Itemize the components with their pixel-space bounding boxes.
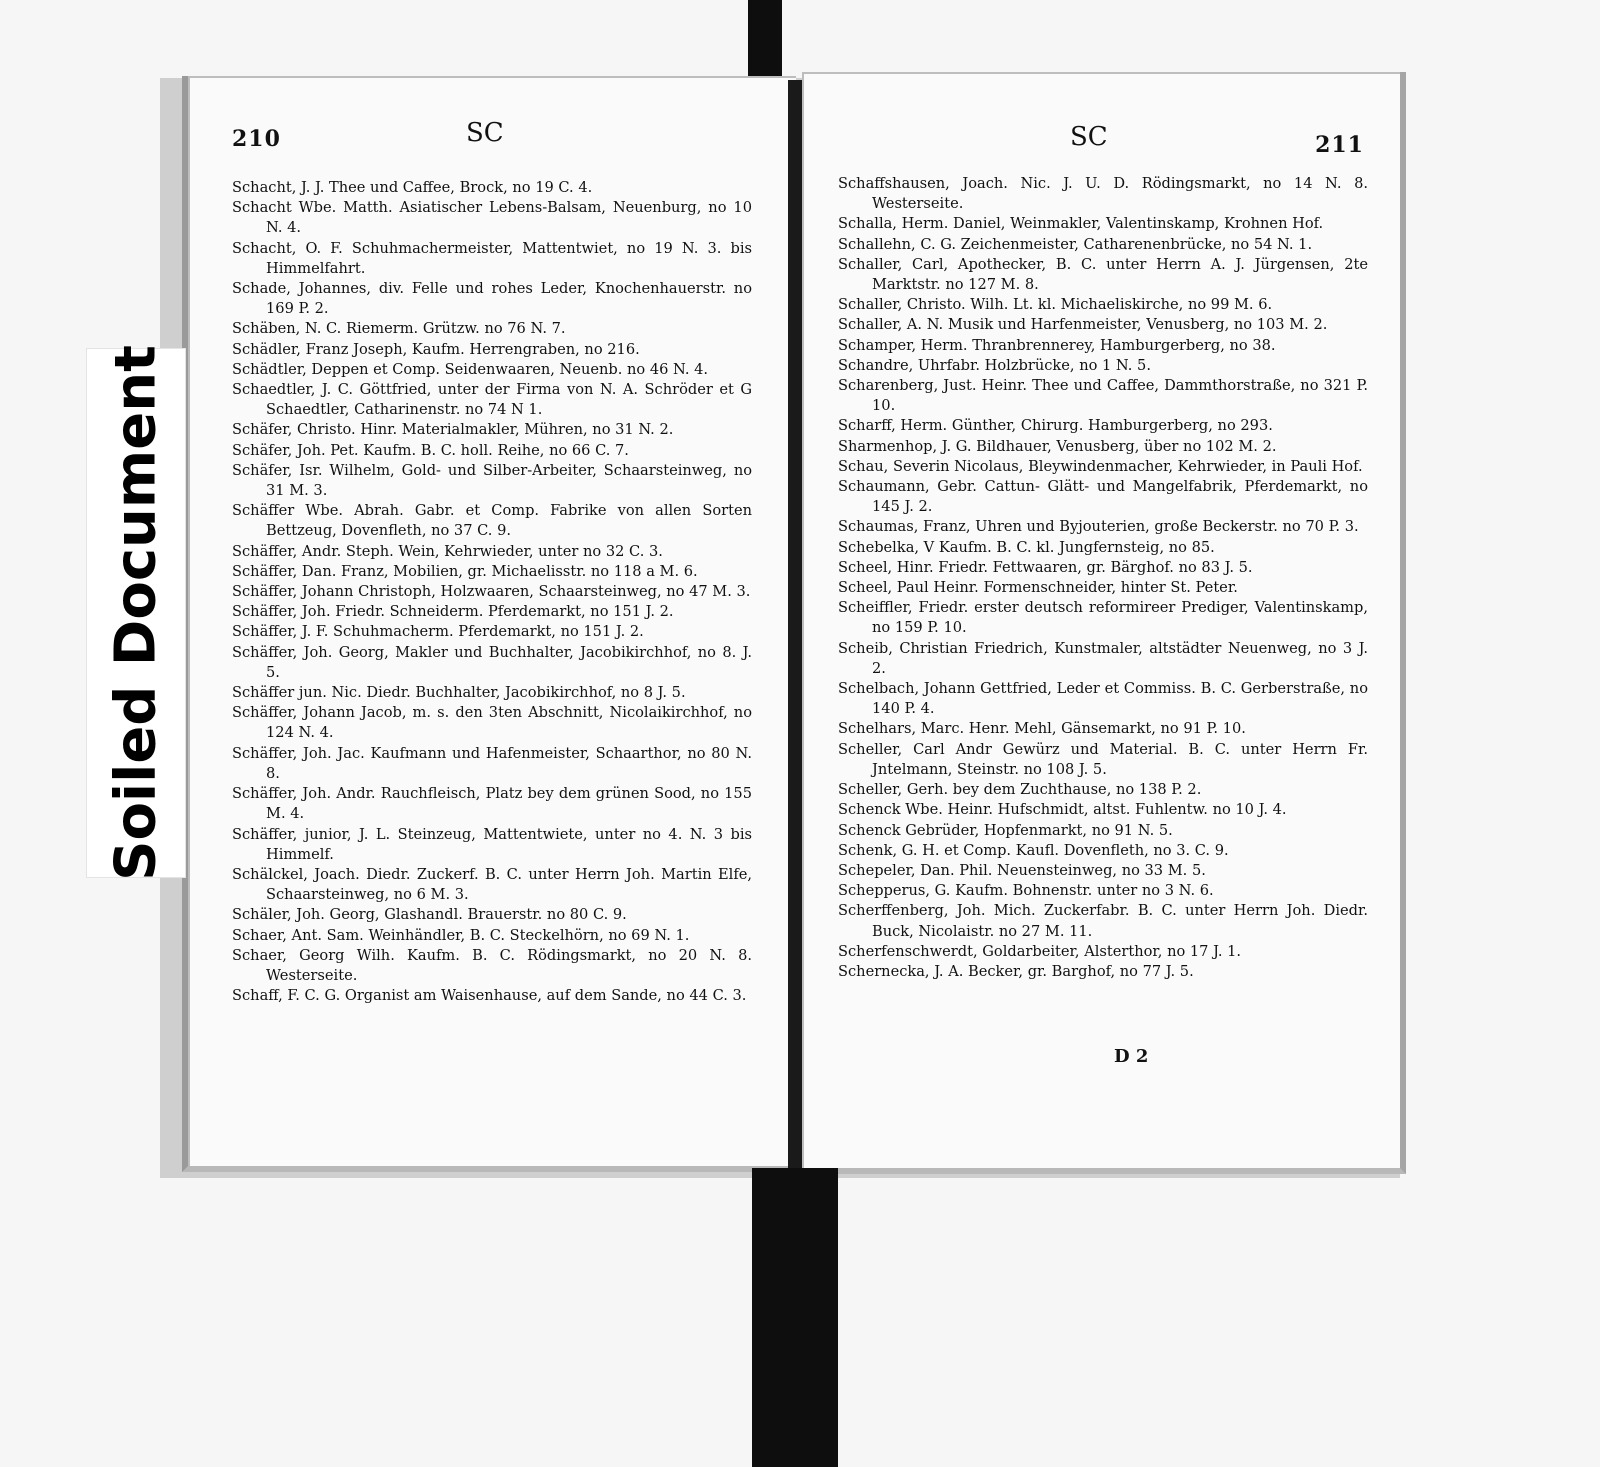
directory-entry: Schäffer, J. F. Schuhmacherm. Pferdemarkt, no 151 J. 2. [232, 623, 644, 641]
directory-entry: Schandre, Uhrfabr. Holzbrücke, no 1 N. 5. [838, 356, 1151, 374]
directory-entry: Schäffer jun. Nic. Diedr. Buchhalter, Jacobikirchhof, no 8 J. 5. [232, 684, 686, 702]
directory-entry: Schädtler, Deppen et Comp. Seidenwaaren, Neuenb. no 46 N. 4. [232, 360, 709, 378]
directory-entry: Schelbach, Johann Gettfried, Leder et Commiss. B. C. Gerberstraße, no 140 P. 4. [838, 680, 1368, 718]
directory-entry: Schepperus, G. Kaufm. Bohnenstr. unter no 3 N. 6. [838, 882, 1214, 900]
directory-entry: Schenck Gebrüder, Hopfenmarkt, no 91 N. 5. [838, 821, 1173, 839]
directory-entry: Scheib, Christian Friedrich, Kunstmaler, altstädter Neuenweg, no 3 J. 2. [838, 639, 1368, 677]
directory-entry: Schaff, F. C. G. Organist am Waisenhause, auf dem Sande, no 44 C. 3. [232, 987, 747, 1005]
directory-entry: Scharff, Herm. Günther, Chirurg. Hamburgerberg, no 293. [838, 417, 1273, 435]
directory-entry: Sharmenhop, J. G. Bildhauer, Venusberg, über no 102 M. 2. [838, 437, 1277, 455]
directory-entry: Schalla, Herm. Daniel, Weinmakler, Valentinskamp, Krohnen Hof. [838, 215, 1324, 233]
directory-entry: Schäffer, Joh. Georg, Makler und Buchhalter, Jacobikirchhof, no 8. J. 5. [232, 643, 752, 681]
directory-entry: Scheller, Gerh. bey dem Zuchthause, no 138 P. 2. [838, 781, 1202, 799]
left-page [182, 76, 796, 1172]
directory-entry: Schacht Wbe. Matth. Asiatischer Lebens-Balsam, Neuenburg, no 10 N. 4. [232, 199, 752, 237]
right-page [802, 72, 1406, 1174]
directory-entries-left [232, 178, 752, 1006]
directory-entry: Schälckel, Joach. Diedr. Zuckerf. B. C. unter Herrn Joh. Martin Elfe, Schaarsteinweg, no 6 M. 3. [232, 865, 752, 904]
page-number-right: 211 [1315, 132, 1364, 158]
running-head-left: SC [466, 118, 504, 148]
directory-entry: Schäffer, Johann Jacob, m. s. den 3ten Abschnitt, Nicolaikirchhof, no 124 N. 4. [232, 704, 752, 742]
directory-entry: Scheel, Hinr. Friedr. Fettwaaren, gr. Bärghof. no 83 J. 5. [838, 558, 1253, 576]
directory-entry: Schaffshausen, Joach. Nic. J. U. D. Rödingsmarkt, no 14 N. 8. Westerseite. [838, 175, 1368, 213]
directory-entry: Schelhars, Marc. Henr. Mehl, Gänsemarkt, no 91 P. 10. [838, 720, 1246, 738]
directory-entry: Schäffer, Dan. Franz, Mobilien, gr. Michaelisstr. no 118 a M. 6. [232, 562, 698, 580]
directory-entry: Schenk, G. H. et Comp. Kaufl. Dovenfleth, no 3. C. 9. [838, 841, 1229, 859]
directory-entry: Schäffer, Andr. Steph. Wein, Kehrwieder, unter no 32 C. 3. [232, 542, 663, 560]
directory-entry: Schepeler, Dan. Phil. Neuensteinweg, no 33 M. 5. [838, 861, 1206, 879]
directory-entry: Scharenberg, Just. Heinr. Thee und Caffee, Dammthorstraße, no 321 P. 10. [838, 377, 1368, 415]
directory-entry: Schaller, Christo. Wilh. Lt. kl. Michaeliskirche, no 99 M. 6. [838, 296, 1273, 314]
directory-entry: Schaedtler, J. C. Göttfried, unter der Firma von N. A. Schröder et G Schaedtler, Catharinenstr. no 74 N 1. [232, 381, 752, 419]
directory-entry: Schaumas, Franz, Uhren und Byjouterien, große Beckerstr. no 70 P. 3. [838, 518, 1359, 536]
directory-entries-right [838, 174, 1368, 982]
directory-entry: Schenck Wbe. Heinr. Hufschmidt, altst. Fuhlentw. no 10 J. 4. [838, 801, 1287, 819]
directory-entry: Schamper, Herm. Thranbrennerey, Hamburgerberg, no 38. [838, 336, 1276, 354]
directory-entry: Scheiffler, Friedr. erster deutsch reformireer Prediger, Valentinskamp, no 159 P. 10. [838, 599, 1368, 637]
directory-entry: Schade, Johannes, div. Felle und rohes Leder, Knochenhauerstr. no 169 P. 2. [232, 280, 752, 318]
directory-entry: Scheel, Paul Heinr. Formenschneider, hinter St. Peter. [838, 579, 1238, 597]
directory-entry: Schacht, J. J. Thee und Caffee, Brock, no 19 C. 4. [232, 179, 593, 196]
directory-entry: Schebelka, V Kaufm. B. C. kl. Jungfernsteig, no 85. [838, 538, 1215, 556]
bookmark-ribbon-bottom [752, 1168, 838, 1467]
directory-entry: Schädler, Franz Joseph, Kaufm. Herrengraben, no 216. [232, 340, 640, 358]
page-number-left: 210 [232, 126, 281, 152]
bookmark-ribbon-top [748, 0, 782, 82]
signature-mark: D 2 [1114, 1046, 1149, 1067]
directory-entry: Schaller, A. N. Musik und Harfenmeister, Venusberg, no 103 M. 2. [838, 316, 1328, 334]
directory-entry: Schäfer, Isr. Wilhelm, Gold- und Silber-Arbeiter, Schaarsteinweg, no 31 M. 3. [232, 461, 752, 500]
directory-entry: Schäben, N. C. Riemerm. Grützw. no 76 N. 7. [232, 320, 566, 338]
directory-entry: Schäffer, Johann Christoph, Holzwaaren, Schaarsteinweg, no 47 M. 3. [232, 583, 751, 601]
directory-entry: Schäfer, Christo. Hinr. Materialmakler, Mühren, no 31 N. 2. [232, 421, 674, 439]
directory-entry: Schäffer, junior, J. L. Steinzeug, Mattentwiete, unter no 4. N. 3 bis Himmelf. [232, 825, 752, 863]
directory-entry: Schacht, O. F. Schuhmachermeister, Mattentwiet, no 19 N. 3. bis Himmelfahrt. [232, 239, 752, 277]
running-head-right: SC [1070, 122, 1108, 152]
directory-entry: Schäffer, Joh. Andr. Rauchfleisch, Platz bey dem grünen Sood, no 155 M. 4. [232, 785, 752, 823]
directory-entry: Schäffer Wbe. Abrah. Gabr. et Comp. Fabrike von allen Sorten Bettzeug, Dovenfleth, no 37 C. 9. [232, 502, 752, 540]
directory-entry: Scherfenschwerdt, Goldarbeiter, Alsterthor, no 17 J. 1. [838, 942, 1242, 960]
directory-entry: Schäffer, Joh. Jac. Kaufmann und Hafenmeister, Schaarthor, no 80 N. 8. [232, 744, 752, 782]
directory-entry: Schaumann, Gebr. Cattun- Glätt- und Mangelfabrik, Pferdemarkt, no 145 J. 2. [838, 478, 1368, 516]
directory-entry: Schaller, Carl, Apothecker, B. C. unter Herrn A. J. Jürgensen, 2te Marktstr. no 127 M. 8. [838, 255, 1368, 294]
soiled-document-label [86, 345, 186, 881]
directory-entry: Schallehn, C. G. Zeichenmeister, Catharenenbrücke, no 54 N. 1. [838, 235, 1313, 253]
book-gutter [788, 80, 802, 1172]
directory-entry: Schaer, Ant. Sam. Weinhändler, B. C. Steckelhörn, no 69 N. 1. [232, 926, 690, 944]
directory-entry: Schaer, Georg Wilh. Kaufm. B. C. Rödingsmarkt, no 20 N. 8. Westerseite. [232, 946, 752, 984]
directory-entry: Schäffer, Joh. Friedr. Schneiderm. Pferdemarkt, no 151 J. 2. [232, 603, 674, 621]
directory-entry: Scherffenberg, Joh. Mich. Zuckerfabr. B. C. unter Herrn Joh. Diedr. Buck, Nicolaistr. no 27 M. 11. [838, 902, 1368, 940]
directory-entry: Scheller, Carl Andr Gewürz und Material. B. C. unter Herrn Fr. Jntelmann, Steinstr. no 108 J. 5. [838, 740, 1368, 778]
directory-entry: Schau, Severin Nicolaus, Bleywindenmacher, Kehrwieder, in Pauli Hof. [838, 457, 1363, 475]
directory-entry: Schäler, Joh. Georg, Glashandl. Brauerstr. no 80 C. 9. [232, 906, 627, 924]
label-text: Soiled Document [103, 345, 169, 881]
directory-entry: Schäfer, Joh. Pet. Kaufm. B. C. holl. Reihe, no 66 C. 7. [232, 441, 629, 459]
directory-entry: Schernecka, J. A. Becker, gr. Barghof, no 77 J. 5. [838, 962, 1194, 980]
